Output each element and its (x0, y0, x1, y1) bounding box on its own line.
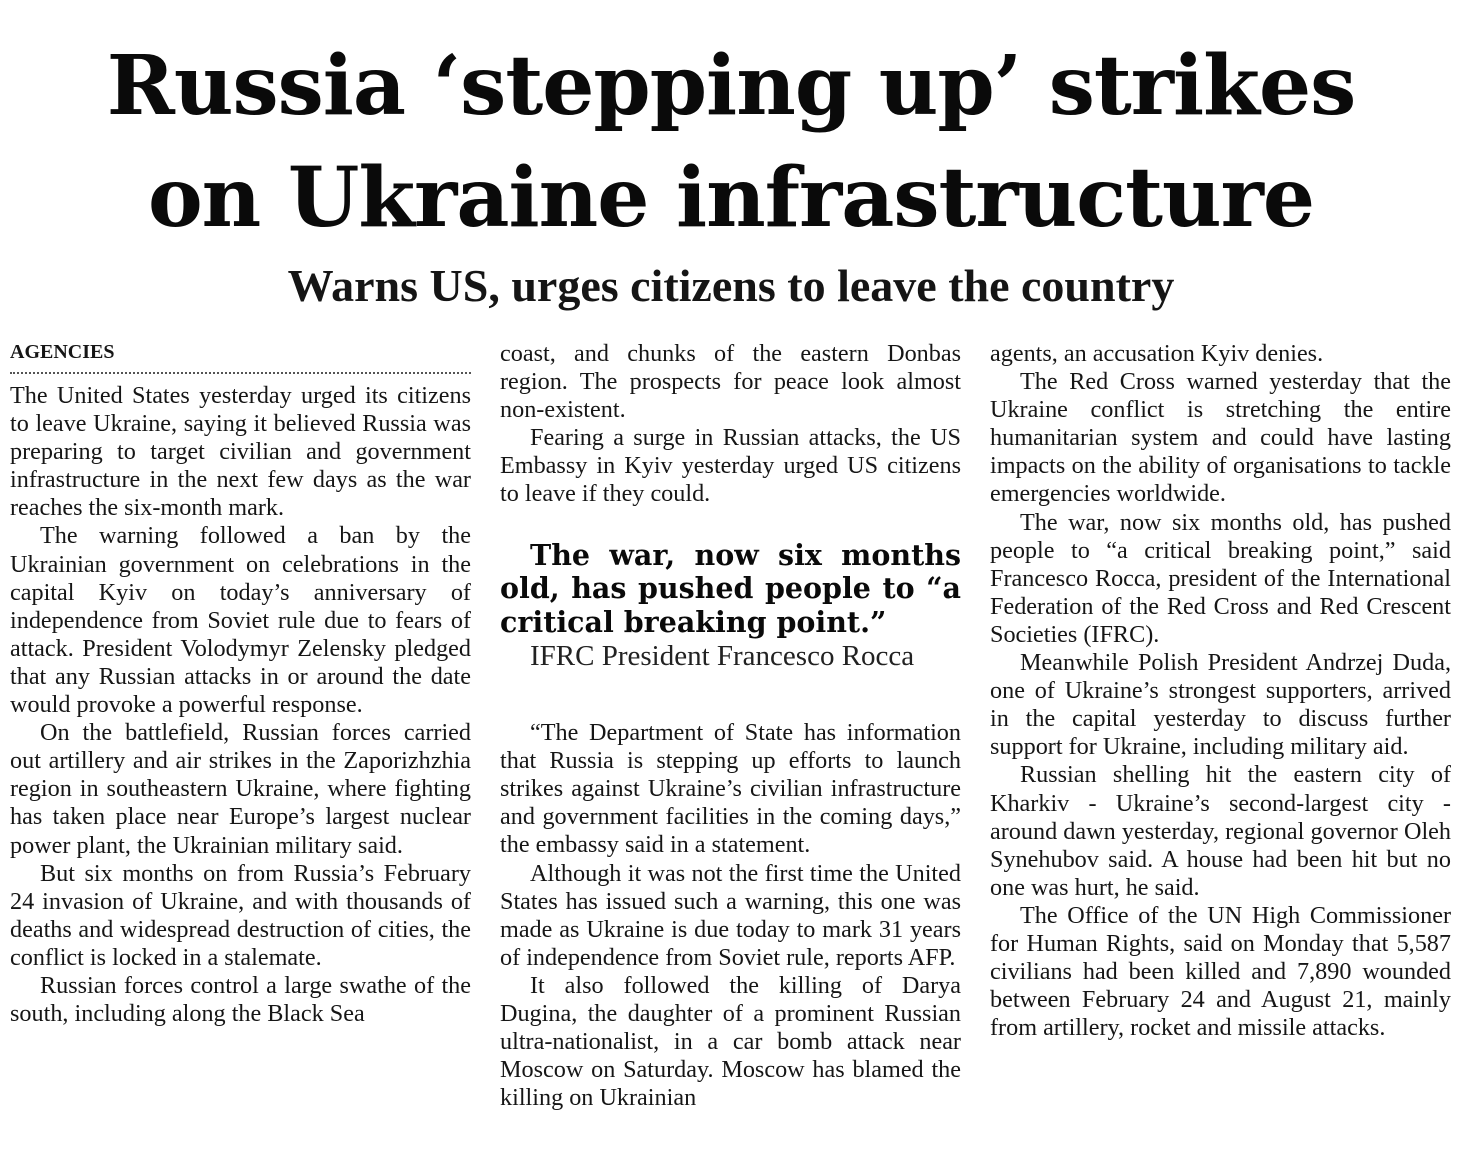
article-paragraph: The war, now six months old, has pushed people to “a critical breaking point,” said Francesco Rocca, president of the International Federation of the Red Cross and Red Crescent Societies (IFRC). (990, 508, 1451, 648)
article-paragraph: coast, and chunks of the eastern Donbas region. The prospects for peace look almost non-existent. (500, 340, 961, 424)
dotted-divider (10, 372, 471, 374)
headline-line-2: on Ukraine infrastructure (147, 150, 1315, 246)
article-paragraph: Russian shelling hit the eastern city of Kharkiv - Ukraine’s second-largest city - around dawn yesterday, regional governor Oleh Synehubov said. A house had been hit but no one was hurt, he said. (990, 761, 1451, 901)
article-paragraph: agents, an accusation Kyiv denies. (990, 340, 1324, 367)
article-paragraph: But six months on from Russia’s February 24 invasion of Ukraine, and with thousands of deaths and widespread destruction of cities, the conflict is locked in a stalemate. (10, 859, 471, 971)
article-paragraph: Although it was not the first time the United States has issued such a warning, this one was made as Ukraine is due today to mark 31 years of independence from Soviet rule, reports AFP. (500, 859, 961, 971)
article-paragraph: The Office of the UN High Commissioner for Human Rights, said on Monday that 5,587 civilians had been killed and 7,890 wounded between February 24 and August 21, mainly from artillery, rocket and missile attacks. (990, 901, 1451, 1042)
byline: AGENCIES (10, 341, 115, 363)
pull-quote: The war, now six months old, has pushed people to “a critical breaking point.” (500, 537, 961, 639)
article-paragraph: The warning followed a ban by the Ukrainian government on celebrations in the capital Kyiv on today’s anniversary of independence from Soviet rule due to fears of attack. President Volodymyr Zelensky pledged that any Russian attacks in or around the date would provoke a powerful response. (10, 522, 471, 719)
article-paragraph: Meanwhile Polish President Andrzej Duda, one of Ukraine’s strongest supporters, arrived in the capital yesterday to discuss further support for Ukraine, including military aid. (990, 649, 1451, 761)
article-paragraph: Fearing a surge in Russian attacks, the US Embassy in Kyiv yesterday urged US citizens to leave if they could. (500, 424, 961, 508)
pull-quote-block (500, 539, 961, 674)
headline-line-1: Russia ‘stepping up’ strikes (106, 38, 1356, 134)
article-column-1 (10, 340, 471, 1158)
article-paragraph: It also followed the killing of Darya Dugina, the daughter of a prominent Russian ultra-nationalist, in a car bomb attack near Moscow on Saturday. Moscow has blamed the killing on Ukrainian (500, 971, 961, 1112)
article-paragraph: Russian forces control a large swathe of the south, including along the Black Sea (10, 971, 471, 1028)
article-column-2 (500, 340, 961, 1158)
article-paragraph: “The Department of State has information that Russia is stepping up efforts to launch strikes against Ukraine’s civilian infrastructure and government facilities in the coming days,” the embassy said in a statement. (500, 719, 961, 859)
article-paragraph: The United States yesterday urged its citizens to leave Ukraine, saying it believed Russia was preparing to target civilian and government infrastructure in the next few days as the war reaches the six-month mark. (10, 382, 471, 522)
subheadline: Warns US, urges citizens to leave the country (287, 260, 1175, 311)
article-paragraph: The Red Cross warned yesterday that the Ukraine conflict is stretching the entire humanitarian system and could have lasting impacts on the ability of organisations to tackle emergencies worldwide. (990, 368, 1451, 508)
article-column-3 (990, 340, 1451, 1158)
pull-quote-attribution: IFRC President Francesco Rocca (530, 640, 915, 673)
headline (0, 30, 1462, 254)
article-paragraph: On the battlefield, Russian forces carried out artillery and air strikes in the Zaporizhzhia region in southeastern Ukraine, where fighting has taken place near Europe’s largest nuclear power plant, the Ukrainian military said. (10, 719, 471, 859)
